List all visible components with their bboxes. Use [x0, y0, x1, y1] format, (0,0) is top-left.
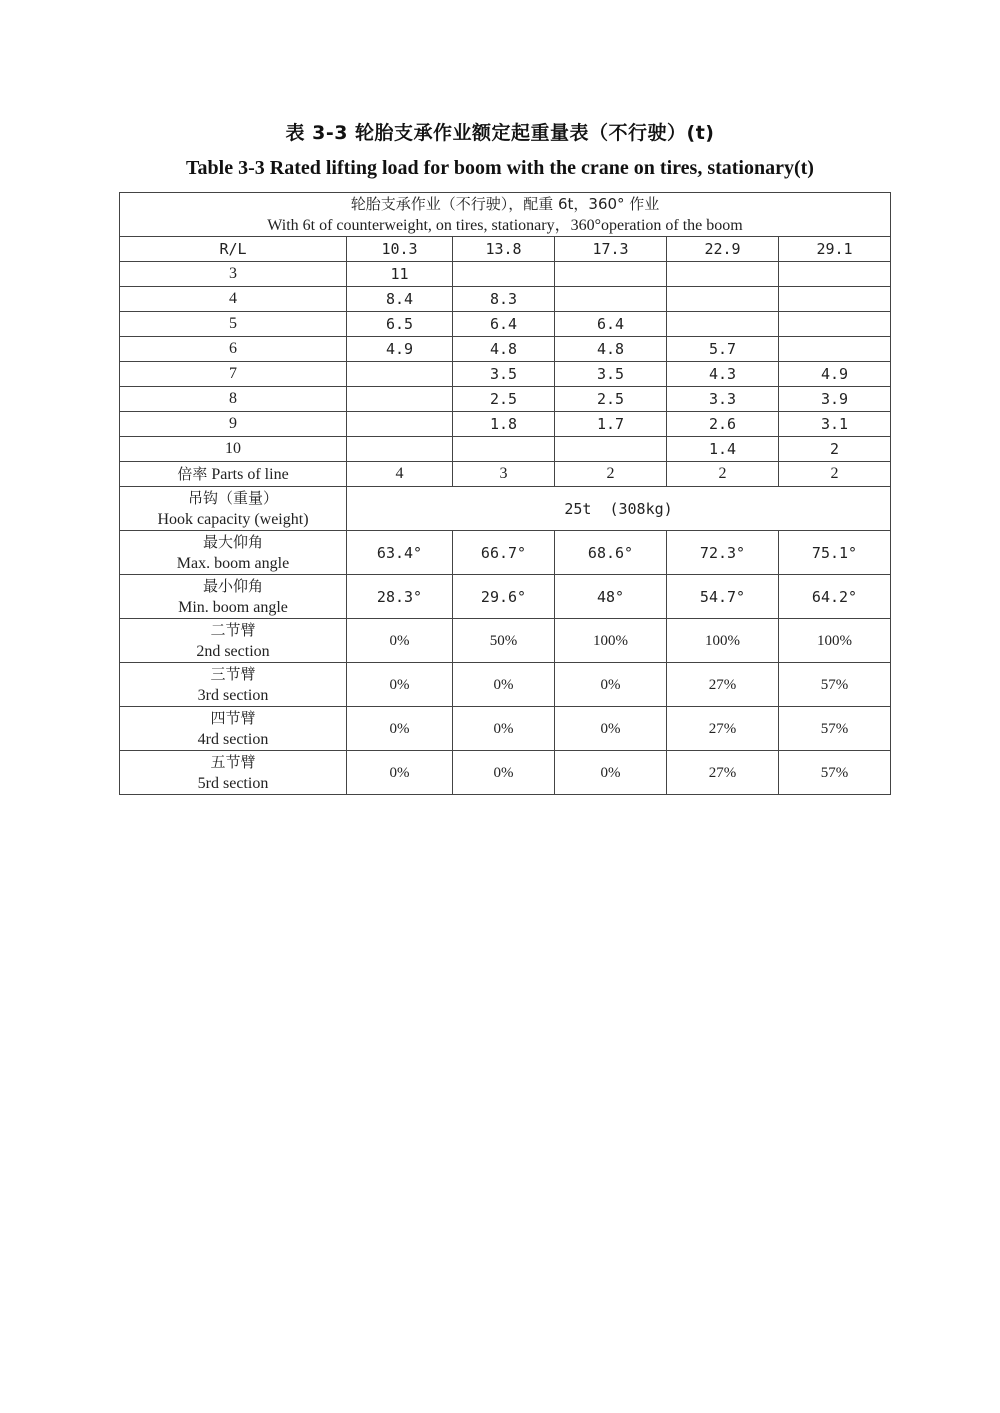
parts-of-line-label-cell	[120, 462, 347, 487]
load-value-cell: 6.4	[453, 312, 555, 337]
load-value-cell: 3.9	[779, 387, 891, 412]
min-boom-angle-label-cell	[120, 575, 347, 619]
table-row	[120, 312, 891, 337]
parts-of-line-label-english: Parts of line	[211, 465, 289, 483]
load-value-cell: 1.4	[667, 437, 779, 462]
extension-percent-cell: 100%	[555, 619, 667, 663]
table-title-english: Table 3-3 Rated lifting load for boom with the crane on tires, stationary(t)	[186, 157, 814, 179]
boom-length-cell: 29.1	[779, 237, 891, 262]
load-value-cell: 8.3	[453, 287, 555, 312]
load-value-cell: 3.3	[667, 387, 779, 412]
table-header-row	[120, 193, 891, 237]
table-row	[120, 387, 891, 412]
boom-length-cell: 17.3	[555, 237, 667, 262]
max-boom-angle-cell: 63.4°	[347, 531, 453, 575]
boom-section-label-chinese: 三节臂	[210, 664, 256, 683]
load-value-cell	[555, 262, 667, 287]
extension-percent-cell: 57%	[779, 663, 891, 707]
boom-length-row	[120, 237, 891, 262]
load-value-cell: 6.4	[555, 312, 667, 337]
radius-cell: 9	[120, 412, 347, 437]
min-boom-angle-cell: 64.2°	[779, 575, 891, 619]
extension-percent-cell: 27%	[667, 663, 779, 707]
radius-cell: 7	[120, 362, 347, 387]
boom-section-label-chinese: 四节臂	[210, 708, 256, 727]
table-row	[120, 362, 891, 387]
load-value-cell: 2.5	[555, 387, 667, 412]
min-boom-angle-cell: 48°	[555, 575, 667, 619]
load-value-cell	[779, 262, 891, 287]
load-value-cell: 3.5	[555, 362, 667, 387]
max-boom-angle-cell: 66.7°	[453, 531, 555, 575]
boom-section-label-english: 5rd section	[197, 774, 269, 792]
boom-section-label-chinese: 二节臂	[210, 620, 256, 639]
load-value-cell	[779, 287, 891, 312]
table-row	[120, 262, 891, 287]
radius-cell: 3	[120, 262, 347, 287]
load-value-cell: 4.9	[779, 362, 891, 387]
extension-percent-cell: 57%	[779, 751, 891, 795]
extension-percent-cell: 57%	[779, 707, 891, 751]
load-value-cell: 4.3	[667, 362, 779, 387]
load-value-cell: 2.5	[453, 387, 555, 412]
parts-of-line-cell: 2	[555, 462, 667, 487]
max-boom-angle-cell: 75.1°	[779, 531, 891, 575]
load-value-cell: 8.4	[347, 287, 453, 312]
load-value-cell	[347, 387, 453, 412]
table-header-cell	[120, 193, 891, 237]
extension-percent-cell: 0%	[347, 707, 453, 751]
load-value-cell	[347, 362, 453, 387]
load-value-cell	[779, 337, 891, 362]
min-boom-angle-label-chinese: 最小仰角	[202, 576, 263, 595]
max-boom-angle-label-english: Max. boom angle	[176, 554, 290, 572]
boom-section-label-cell	[120, 619, 347, 663]
load-value-cell	[453, 262, 555, 287]
load-value-cell: 4.8	[453, 337, 555, 362]
parts-of-line-cell: 2	[779, 462, 891, 487]
boom-section-label-english: 4rd section	[197, 730, 269, 748]
boom-section-label-cell	[120, 663, 347, 707]
radius-cell: 6	[120, 337, 347, 362]
extension-percent-cell: 50%	[453, 619, 555, 663]
load-value-cell	[667, 312, 779, 337]
extension-percent-cell: 0%	[453, 707, 555, 751]
table-row	[120, 337, 891, 362]
boom-length-cell: 10.3	[347, 237, 453, 262]
extension-percent-cell: 100%	[667, 619, 779, 663]
radius-cell: 10	[120, 437, 347, 462]
parts-of-line-cell: 2	[667, 462, 779, 487]
load-value-cell: 5.7	[667, 337, 779, 362]
parts-of-line-row	[120, 462, 891, 487]
load-value-cell	[347, 437, 453, 462]
boom-section-label-cell	[120, 751, 347, 795]
hook-capacity-value: 25t (308kg)	[347, 487, 891, 531]
max-boom-angle-label-cell	[120, 531, 347, 575]
load-value-cell: 3.1	[779, 412, 891, 437]
extension-percent-cell: 0%	[453, 663, 555, 707]
load-value-cell	[779, 312, 891, 337]
boom-section-row	[120, 619, 891, 663]
extension-percent-cell: 0%	[347, 751, 453, 795]
table-title-chinese: 表 3-3 轮胎支承作业额定起重量表（不行驶）(t)	[285, 122, 715, 144]
max-boom-angle-label-chinese: 最大仰角	[202, 532, 263, 551]
hook-capacity-label-english: Hook capacity (weight)	[157, 510, 309, 528]
boom-length-cell: 13.8	[453, 237, 555, 262]
table-header-chinese: 轮胎支承作业（不行驶），配重 6t，360° 作业	[350, 194, 660, 213]
boom-section-label-chinese: 五节臂	[210, 752, 256, 771]
load-value-cell: 2	[779, 437, 891, 462]
table-header-english: With 6t of counterweight, on tires, stationary，360°operation of the boom	[267, 216, 743, 234]
max-boom-angle-row	[120, 531, 891, 575]
extension-percent-cell: 0%	[453, 751, 555, 795]
load-value-cell: 4.9	[347, 337, 453, 362]
rated-load-table	[119, 192, 891, 795]
min-boom-angle-label-english: Min. boom angle	[178, 598, 288, 616]
extension-percent-cell: 27%	[667, 707, 779, 751]
table-row	[120, 412, 891, 437]
hook-capacity-label-chinese: 吊钩（重量）	[187, 488, 278, 507]
min-boom-angle-row	[120, 575, 891, 619]
load-value-cell: 2.6	[667, 412, 779, 437]
boom-section-label-english: 3rd section	[197, 686, 269, 704]
load-value-cell: 6.5	[347, 312, 453, 337]
max-boom-angle-cell: 68.6°	[555, 531, 667, 575]
rl-label-cell: R/L	[120, 237, 347, 262]
load-value-cell: 4.8	[555, 337, 667, 362]
boom-section-row	[120, 751, 891, 795]
load-value-cell	[667, 287, 779, 312]
extension-percent-cell: 0%	[347, 663, 453, 707]
boom-section-row	[120, 663, 891, 707]
boom-section-label-cell	[120, 707, 347, 751]
min-boom-angle-cell: 29.6°	[453, 575, 555, 619]
radius-cell: 4	[120, 287, 347, 312]
hook-capacity-row	[120, 487, 891, 531]
parts-of-line-label-chinese: 倍率	[177, 464, 208, 483]
load-value-cell: 1.7	[555, 412, 667, 437]
table-row	[120, 287, 891, 312]
extension-percent-cell: 100%	[779, 619, 891, 663]
parts-of-line-cell: 4	[347, 462, 453, 487]
extension-percent-cell: 0%	[555, 663, 667, 707]
extension-percent-cell: 0%	[347, 619, 453, 663]
load-value-cell: 11	[347, 262, 453, 287]
load-value-cell	[453, 437, 555, 462]
load-value-cell	[555, 287, 667, 312]
extension-percent-cell: 0%	[555, 751, 667, 795]
load-value-cell: 1.8	[453, 412, 555, 437]
boom-section-label-english: 2nd section	[196, 642, 270, 660]
radius-cell: 5	[120, 312, 347, 337]
table-row	[120, 437, 891, 462]
min-boom-angle-cell: 28.3°	[347, 575, 453, 619]
load-value-cell	[667, 262, 779, 287]
load-value-cell	[347, 412, 453, 437]
radius-cell: 8	[120, 387, 347, 412]
extension-percent-cell: 27%	[667, 751, 779, 795]
max-boom-angle-cell: 72.3°	[667, 531, 779, 575]
boom-section-row	[120, 707, 891, 751]
hook-capacity-label-cell	[120, 487, 347, 531]
extension-percent-cell: 0%	[555, 707, 667, 751]
load-value-cell: 3.5	[453, 362, 555, 387]
min-boom-angle-cell: 54.7°	[667, 575, 779, 619]
boom-length-cell: 22.9	[667, 237, 779, 262]
load-value-cell	[555, 437, 667, 462]
parts-of-line-cell: 3	[453, 462, 555, 487]
